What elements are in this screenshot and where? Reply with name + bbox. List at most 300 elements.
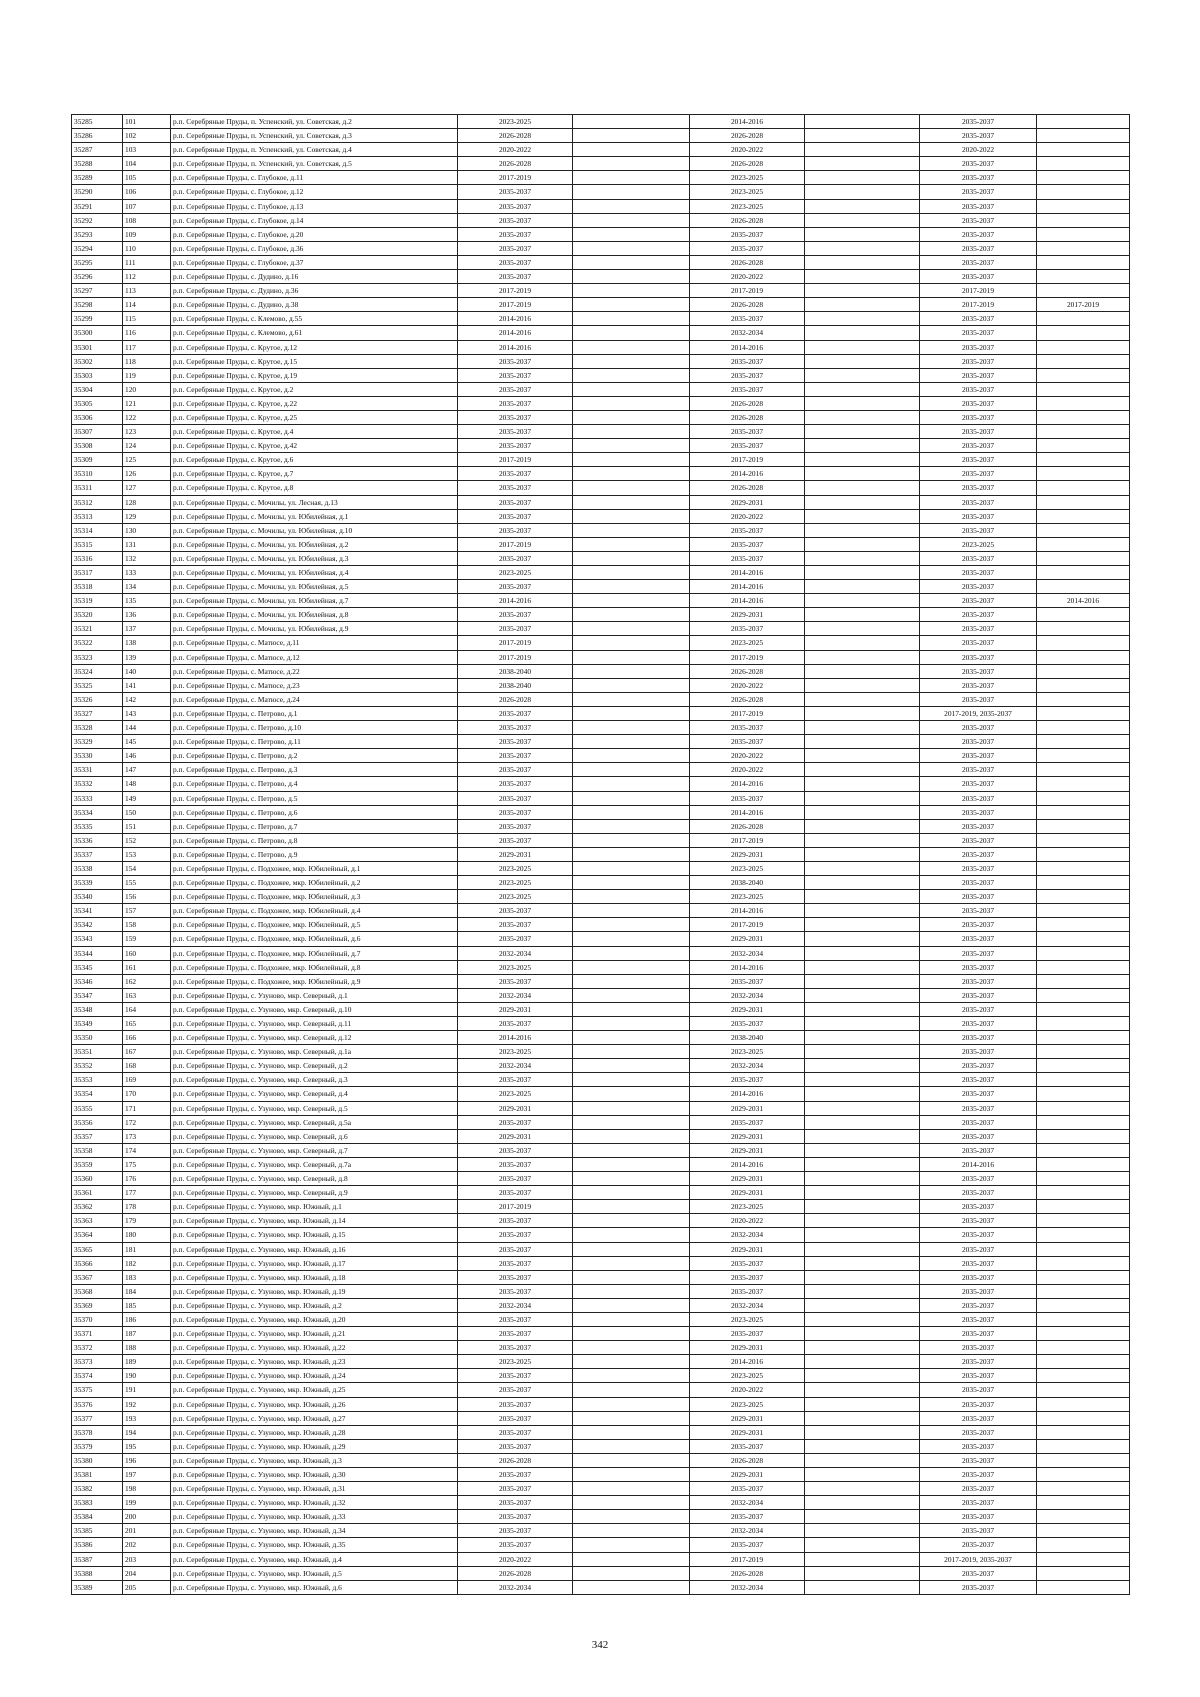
empty-cell	[573, 354, 690, 368]
address-cell: р.п. Серебряные Пруды, с. Матюсе, д.24	[171, 692, 458, 706]
row-id-cell: 35387	[72, 1552, 123, 1566]
row-number-cell: 178	[123, 1200, 171, 1214]
table-row	[72, 1101, 1130, 1115]
address-cell: р.п. Серебряные Пруды, с. Узуново, мкр. Южный, д.4	[171, 1552, 458, 1566]
row-number-cell: 154	[123, 861, 171, 875]
table-row	[72, 833, 1130, 847]
period-cell: 2035-2037	[920, 1383, 1037, 1397]
period-cell: 2017-2019, 2035-2037	[920, 706, 1037, 720]
row-id-cell: 35299	[72, 312, 123, 326]
period-cell: 2035-2037	[920, 1143, 1037, 1157]
period-cell: 2035-2037	[920, 1397, 1037, 1411]
row-number-cell: 132	[123, 551, 171, 565]
address-cell: р.п. Серебряные Пруды, с. Глубокое, д.36	[171, 241, 458, 255]
period-cell: 2026-2028	[458, 692, 573, 706]
address-cell: р.п. Серебряные Пруды, с. Узуново, мкр. Северный, д.2	[171, 1059, 458, 1073]
period-cell: 2035-2037	[920, 1298, 1037, 1312]
extra-period-cell	[1037, 861, 1130, 875]
address-cell: р.п. Серебряные Пруды, п. Успенский, ул. Советская, д.4	[171, 143, 458, 157]
period-cell: 2014-2016	[690, 777, 805, 791]
row-id-cell: 35303	[72, 368, 123, 382]
period-cell: 2035-2037	[458, 1482, 573, 1496]
row-id-cell: 35362	[72, 1200, 123, 1214]
period-cell: 2035-2037	[920, 735, 1037, 749]
period-cell: 2035-2037	[690, 1115, 805, 1129]
period-cell: 2014-2016	[690, 1157, 805, 1171]
extra-period-cell	[1037, 1200, 1130, 1214]
period-cell: 2026-2028	[458, 157, 573, 171]
period-cell: 2038-2040	[690, 876, 805, 890]
row-id-cell: 35298	[72, 298, 123, 312]
table-row	[72, 946, 1130, 960]
empty-cell	[805, 876, 920, 890]
row-id-cell: 35365	[72, 1242, 123, 1256]
period-cell: 2035-2037	[920, 551, 1037, 565]
period-cell: 2035-2037	[458, 523, 573, 537]
period-cell: 2029-2031	[458, 1129, 573, 1143]
row-id-cell: 35342	[72, 918, 123, 932]
period-cell: 2014-2016	[690, 1087, 805, 1101]
period-cell: 2032-2034	[690, 1524, 805, 1538]
empty-cell	[805, 1524, 920, 1538]
empty-cell	[805, 1566, 920, 1580]
period-cell: 2035-2037	[458, 354, 573, 368]
extra-period-cell	[1037, 777, 1130, 791]
empty-cell	[805, 819, 920, 833]
period-cell: 2035-2037	[920, 425, 1037, 439]
period-cell: 2035-2037	[920, 368, 1037, 382]
table-row	[72, 1510, 1130, 1524]
address-cell: р.п. Серебряные Пруды, с. Узуново, мкр. Южный, д.30	[171, 1468, 458, 1482]
period-cell: 2029-2031	[690, 1425, 805, 1439]
period-cell: 2029-2031	[690, 1101, 805, 1115]
address-cell: р.п. Серебряные Пруды, с. Узуново, мкр. Южный, д.2	[171, 1298, 458, 1312]
empty-cell	[805, 1031, 920, 1045]
row-number-cell: 111	[123, 255, 171, 269]
extra-period-cell	[1037, 354, 1130, 368]
period-cell: 2029-2031	[690, 608, 805, 622]
row-number-cell: 205	[123, 1580, 171, 1594]
period-cell: 2023-2025	[690, 199, 805, 213]
empty-cell	[805, 439, 920, 453]
row-id-cell: 35289	[72, 171, 123, 185]
period-cell: 2035-2037	[920, 890, 1037, 904]
period-cell: 2035-2037	[458, 1411, 573, 1425]
row-number-cell: 115	[123, 312, 171, 326]
table-row	[72, 608, 1130, 622]
row-id-cell: 35294	[72, 241, 123, 255]
address-cell: р.п. Серебряные Пруды, с. Узуново, мкр. Южный, д.19	[171, 1284, 458, 1298]
row-number-cell: 108	[123, 213, 171, 227]
empty-cell	[573, 1552, 690, 1566]
empty-cell	[573, 763, 690, 777]
period-cell: 2035-2037	[690, 1270, 805, 1284]
empty-cell	[805, 1312, 920, 1326]
row-id-cell: 35316	[72, 551, 123, 565]
period-cell: 2020-2022	[920, 143, 1037, 157]
row-number-cell: 168	[123, 1059, 171, 1073]
row-number-cell: 172	[123, 1115, 171, 1129]
row-id-cell: 35324	[72, 664, 123, 678]
period-cell: 2035-2037	[920, 960, 1037, 974]
address-cell: р.п. Серебряные Пруды, с. Матюсе, д.11	[171, 636, 458, 650]
period-cell: 2020-2022	[690, 143, 805, 157]
period-cell: 2035-2037	[920, 396, 1037, 410]
table-row	[72, 1270, 1130, 1284]
period-cell: 2014-2016	[458, 594, 573, 608]
table-row	[72, 1214, 1130, 1228]
empty-cell	[573, 1186, 690, 1200]
row-id-cell: 35352	[72, 1059, 123, 1073]
extra-period-cell	[1037, 763, 1130, 777]
period-cell: 2038-2040	[458, 664, 573, 678]
row-id-cell: 35377	[72, 1411, 123, 1425]
period-cell: 2035-2037	[458, 791, 573, 805]
extra-period-cell	[1037, 932, 1130, 946]
table-row	[72, 396, 1130, 410]
table-row	[72, 213, 1130, 227]
empty-cell	[573, 255, 690, 269]
row-number-cell: 195	[123, 1439, 171, 1453]
empty-cell	[573, 1524, 690, 1538]
row-id-cell: 35287	[72, 143, 123, 157]
period-cell: 2032-2034	[458, 988, 573, 1002]
empty-cell	[805, 1580, 920, 1594]
row-number-cell: 143	[123, 706, 171, 720]
period-cell: 2023-2025	[690, 1369, 805, 1383]
period-cell: 2035-2037	[920, 1482, 1037, 1496]
extra-period-cell	[1037, 326, 1130, 340]
period-cell: 2029-2031	[690, 1186, 805, 1200]
extra-period-cell	[1037, 185, 1130, 199]
empty-cell	[573, 1172, 690, 1186]
empty-cell	[573, 1482, 690, 1496]
empty-cell	[805, 284, 920, 298]
row-id-cell: 35369	[72, 1298, 123, 1312]
address-cell: р.п. Серебряные Пруды, с. Узуново, мкр. Северный, д.9	[171, 1186, 458, 1200]
table-row	[72, 890, 1130, 904]
period-cell: 2014-2016	[690, 805, 805, 819]
row-number-cell: 156	[123, 890, 171, 904]
empty-cell	[805, 1045, 920, 1059]
row-id-cell: 35297	[72, 284, 123, 298]
extra-period-cell	[1037, 988, 1130, 1002]
period-cell: 2014-2016	[458, 312, 573, 326]
extra-period-cell	[1037, 1256, 1130, 1270]
period-cell: 2035-2037	[690, 1510, 805, 1524]
row-number-cell: 201	[123, 1524, 171, 1538]
extra-period-cell: 2017-2019	[1037, 298, 1130, 312]
address-cell: р.п. Серебряные Пруды, с. Узуново, мкр. Южный, д.29	[171, 1439, 458, 1453]
period-cell: 2035-2037	[920, 876, 1037, 890]
address-cell: р.п. Серебряные Пруды, с. Глубокое, д.13	[171, 199, 458, 213]
empty-cell	[805, 1129, 920, 1143]
row-number-cell: 166	[123, 1031, 171, 1045]
address-cell: р.п. Серебряные Пруды, с. Подхожее, мкр. Юбилейный, д.1	[171, 861, 458, 875]
address-cell: р.п. Серебряные Пруды, с. Глубокое, д.37	[171, 255, 458, 269]
empty-cell	[805, 650, 920, 664]
period-cell: 2035-2037	[920, 270, 1037, 284]
period-cell: 2023-2025	[458, 566, 573, 580]
extra-period-cell	[1037, 129, 1130, 143]
row-id-cell: 35304	[72, 382, 123, 396]
row-number-cell: 197	[123, 1468, 171, 1482]
period-cell: 2035-2037	[920, 354, 1037, 368]
period-cell: 2032-2034	[458, 1580, 573, 1594]
period-cell: 2029-2031	[690, 847, 805, 861]
address-cell: р.п. Серебряные Пруды, с. Узуново, мкр. Южный, д.5	[171, 1566, 458, 1580]
empty-cell	[805, 425, 920, 439]
row-number-cell: 198	[123, 1482, 171, 1496]
empty-cell	[805, 143, 920, 157]
extra-period-cell	[1037, 1157, 1130, 1171]
empty-cell	[805, 904, 920, 918]
empty-cell	[805, 1439, 920, 1453]
extra-period-cell	[1037, 692, 1130, 706]
address-cell: р.п. Серебряные Пруды, с. Мочилы, ул. Юбилейная, д.4	[171, 566, 458, 580]
empty-cell	[573, 1468, 690, 1482]
row-id-cell: 35375	[72, 1383, 123, 1397]
period-cell: 2035-2037	[690, 974, 805, 988]
table-row	[72, 1087, 1130, 1101]
address-cell: р.п. Серебряные Пруды, с. Узуново, мкр. Южный, д.26	[171, 1397, 458, 1411]
empty-cell	[805, 664, 920, 678]
period-cell: 2035-2037	[920, 1045, 1037, 1059]
extra-period-cell	[1037, 890, 1130, 904]
empty-cell	[573, 876, 690, 890]
row-number-cell: 113	[123, 284, 171, 298]
period-cell: 2035-2037	[920, 1369, 1037, 1383]
empty-cell	[573, 368, 690, 382]
period-cell: 2035-2037	[920, 1172, 1037, 1186]
period-cell: 2038-2040	[690, 1031, 805, 1045]
period-cell: 2035-2037	[920, 1524, 1037, 1538]
period-cell: 2035-2037	[920, 171, 1037, 185]
table-row	[72, 594, 1130, 608]
address-cell: р.п. Серебряные Пруды, с. Узуново, мкр. Южный, д.24	[171, 1369, 458, 1383]
empty-cell	[573, 481, 690, 495]
empty-cell	[573, 1242, 690, 1256]
period-cell: 2035-2037	[690, 354, 805, 368]
row-id-cell: 35382	[72, 1482, 123, 1496]
row-id-cell: 35358	[72, 1143, 123, 1157]
empty-cell	[573, 1397, 690, 1411]
period-cell: 2017-2019	[458, 453, 573, 467]
empty-cell	[805, 129, 920, 143]
table-row	[72, 495, 1130, 509]
row-number-cell: 135	[123, 594, 171, 608]
extra-period-cell	[1037, 622, 1130, 636]
row-number-cell: 181	[123, 1242, 171, 1256]
table-row	[72, 368, 1130, 382]
empty-cell	[573, 1101, 690, 1115]
row-number-cell: 167	[123, 1045, 171, 1059]
period-cell: 2026-2028	[690, 1566, 805, 1580]
row-number-cell: 118	[123, 354, 171, 368]
empty-cell	[573, 523, 690, 537]
empty-cell	[805, 467, 920, 481]
extra-period-cell	[1037, 523, 1130, 537]
extra-period-cell	[1037, 115, 1130, 129]
period-cell: 2035-2037	[920, 1566, 1037, 1580]
extra-period-cell	[1037, 1101, 1130, 1115]
period-cell: 2026-2028	[690, 481, 805, 495]
empty-cell	[805, 706, 920, 720]
address-cell: р.п. Серебряные Пруды, с. Петрово, д.7	[171, 819, 458, 833]
address-cell: р.п. Серебряные Пруды, с. Узуново, мкр. Северный, д.12	[171, 1031, 458, 1045]
row-number-cell: 162	[123, 974, 171, 988]
period-cell: 2035-2037	[920, 1327, 1037, 1341]
address-cell: р.п. Серебряные Пруды, с. Матюсе, д.22	[171, 664, 458, 678]
empty-cell	[805, 1059, 920, 1073]
period-cell: 2035-2037	[920, 904, 1037, 918]
period-cell: 2035-2037	[690, 791, 805, 805]
row-number-cell: 203	[123, 1552, 171, 1566]
row-id-cell: 35311	[72, 481, 123, 495]
empty-cell	[805, 1172, 920, 1186]
period-cell: 2032-2034	[690, 988, 805, 1002]
empty-cell	[573, 1580, 690, 1594]
row-id-cell: 35348	[72, 1002, 123, 1016]
period-cell: 2035-2037	[920, 678, 1037, 692]
address-cell: р.п. Серебряные Пруды, с. Петрово, д.2	[171, 749, 458, 763]
period-cell: 2035-2037	[458, 706, 573, 720]
period-cell: 2035-2037	[920, 439, 1037, 453]
row-id-cell: 35341	[72, 904, 123, 918]
period-cell: 2026-2028	[458, 1566, 573, 1580]
empty-cell	[805, 932, 920, 946]
address-cell: р.п. Серебряные Пруды, с. Мочилы, ул. Юбилейная, д.10	[171, 523, 458, 537]
period-cell: 2035-2037	[920, 241, 1037, 255]
address-cell: р.п. Серебряные Пруды, с. Крутое, д.25	[171, 410, 458, 424]
period-cell: 2035-2037	[458, 763, 573, 777]
extra-period-cell	[1037, 213, 1130, 227]
period-cell: 2035-2037	[920, 199, 1037, 213]
empty-cell	[573, 1087, 690, 1101]
row-id-cell: 35372	[72, 1341, 123, 1355]
address-cell: р.п. Серебряные Пруды, с. Узуново, мкр. Северный, д.5	[171, 1101, 458, 1115]
empty-cell	[573, 115, 690, 129]
row-id-cell: 35323	[72, 650, 123, 664]
row-number-cell: 116	[123, 326, 171, 340]
extra-period-cell	[1037, 382, 1130, 396]
address-cell: р.п. Серебряные Пруды, с. Узуново, мкр. Южный, д.1	[171, 1200, 458, 1214]
period-cell: 2035-2037	[920, 608, 1037, 622]
table-row	[72, 876, 1130, 890]
address-cell: р.п. Серебряные Пруды, с. Глубокое, д.20	[171, 227, 458, 241]
table-row	[72, 1383, 1130, 1397]
extra-period-cell	[1037, 495, 1130, 509]
extra-period-cell	[1037, 1059, 1130, 1073]
empty-cell	[805, 1101, 920, 1115]
empty-cell	[805, 1538, 920, 1552]
period-cell: 2035-2037	[690, 1017, 805, 1031]
row-number-cell: 163	[123, 988, 171, 1002]
period-cell: 2035-2037	[690, 721, 805, 735]
extra-period-cell	[1037, 974, 1130, 988]
empty-cell	[805, 354, 920, 368]
row-number-cell: 182	[123, 1256, 171, 1270]
period-cell: 2014-2016	[690, 467, 805, 481]
row-id-cell: 35334	[72, 805, 123, 819]
table-row	[72, 129, 1130, 143]
period-cell: 2035-2037	[458, 1172, 573, 1186]
period-cell: 2035-2037	[920, 918, 1037, 932]
period-cell: 2014-2016	[458, 340, 573, 354]
empty-cell	[805, 213, 920, 227]
period-cell: 2017-2019, 2035-2037	[920, 1552, 1037, 1566]
empty-cell	[805, 509, 920, 523]
empty-cell	[573, 1228, 690, 1242]
table-row	[72, 735, 1130, 749]
extra-period-cell	[1037, 1439, 1130, 1453]
row-number-cell: 170	[123, 1087, 171, 1101]
period-cell: 2035-2037	[920, 523, 1037, 537]
address-cell: р.п. Серебряные Пруды, с. Узуново, мкр. Северный, д.8	[171, 1172, 458, 1186]
row-id-cell: 35333	[72, 791, 123, 805]
period-cell: 2035-2037	[458, 551, 573, 565]
row-id-cell: 35307	[72, 425, 123, 439]
table-row	[72, 664, 1130, 678]
table-row	[72, 326, 1130, 340]
empty-cell	[573, 1355, 690, 1369]
extra-period-cell	[1037, 241, 1130, 255]
period-cell: 2026-2028	[690, 157, 805, 171]
empty-cell	[805, 171, 920, 185]
table-row	[72, 1538, 1130, 1552]
table-row	[72, 566, 1130, 580]
extra-period-cell	[1037, 255, 1130, 269]
period-cell: 2035-2037	[458, 1270, 573, 1284]
table-row	[72, 1468, 1130, 1482]
empty-cell	[805, 918, 920, 932]
row-id-cell: 35336	[72, 833, 123, 847]
empty-cell	[805, 537, 920, 551]
table-row	[72, 467, 1130, 481]
period-cell: 2035-2037	[458, 241, 573, 255]
empty-cell	[805, 678, 920, 692]
row-id-cell: 35285	[72, 115, 123, 129]
row-id-cell: 35321	[72, 622, 123, 636]
row-number-cell: 119	[123, 368, 171, 382]
period-cell: 2035-2037	[920, 833, 1037, 847]
row-number-cell: 101	[123, 115, 171, 129]
extra-period-cell	[1037, 1510, 1130, 1524]
row-number-cell: 110	[123, 241, 171, 255]
empty-cell	[573, 833, 690, 847]
row-id-cell: 35302	[72, 354, 123, 368]
period-cell: 2017-2019	[690, 1552, 805, 1566]
period-cell: 2026-2028	[690, 1453, 805, 1467]
table-row	[72, 904, 1130, 918]
row-id-cell: 35357	[72, 1129, 123, 1143]
period-cell: 2023-2025	[690, 171, 805, 185]
empty-cell	[805, 749, 920, 763]
table-row	[72, 960, 1130, 974]
table-row	[72, 340, 1130, 354]
table-row	[72, 819, 1130, 833]
row-id-cell: 35338	[72, 861, 123, 875]
period-cell: 2023-2025	[690, 1312, 805, 1326]
extra-period-cell	[1037, 481, 1130, 495]
period-cell: 2032-2034	[458, 946, 573, 960]
table-row	[72, 354, 1130, 368]
period-cell: 2026-2028	[458, 1453, 573, 1467]
row-number-cell: 139	[123, 650, 171, 664]
period-cell: 2035-2037	[458, 495, 573, 509]
row-number-cell: 153	[123, 847, 171, 861]
empty-cell	[805, 453, 920, 467]
